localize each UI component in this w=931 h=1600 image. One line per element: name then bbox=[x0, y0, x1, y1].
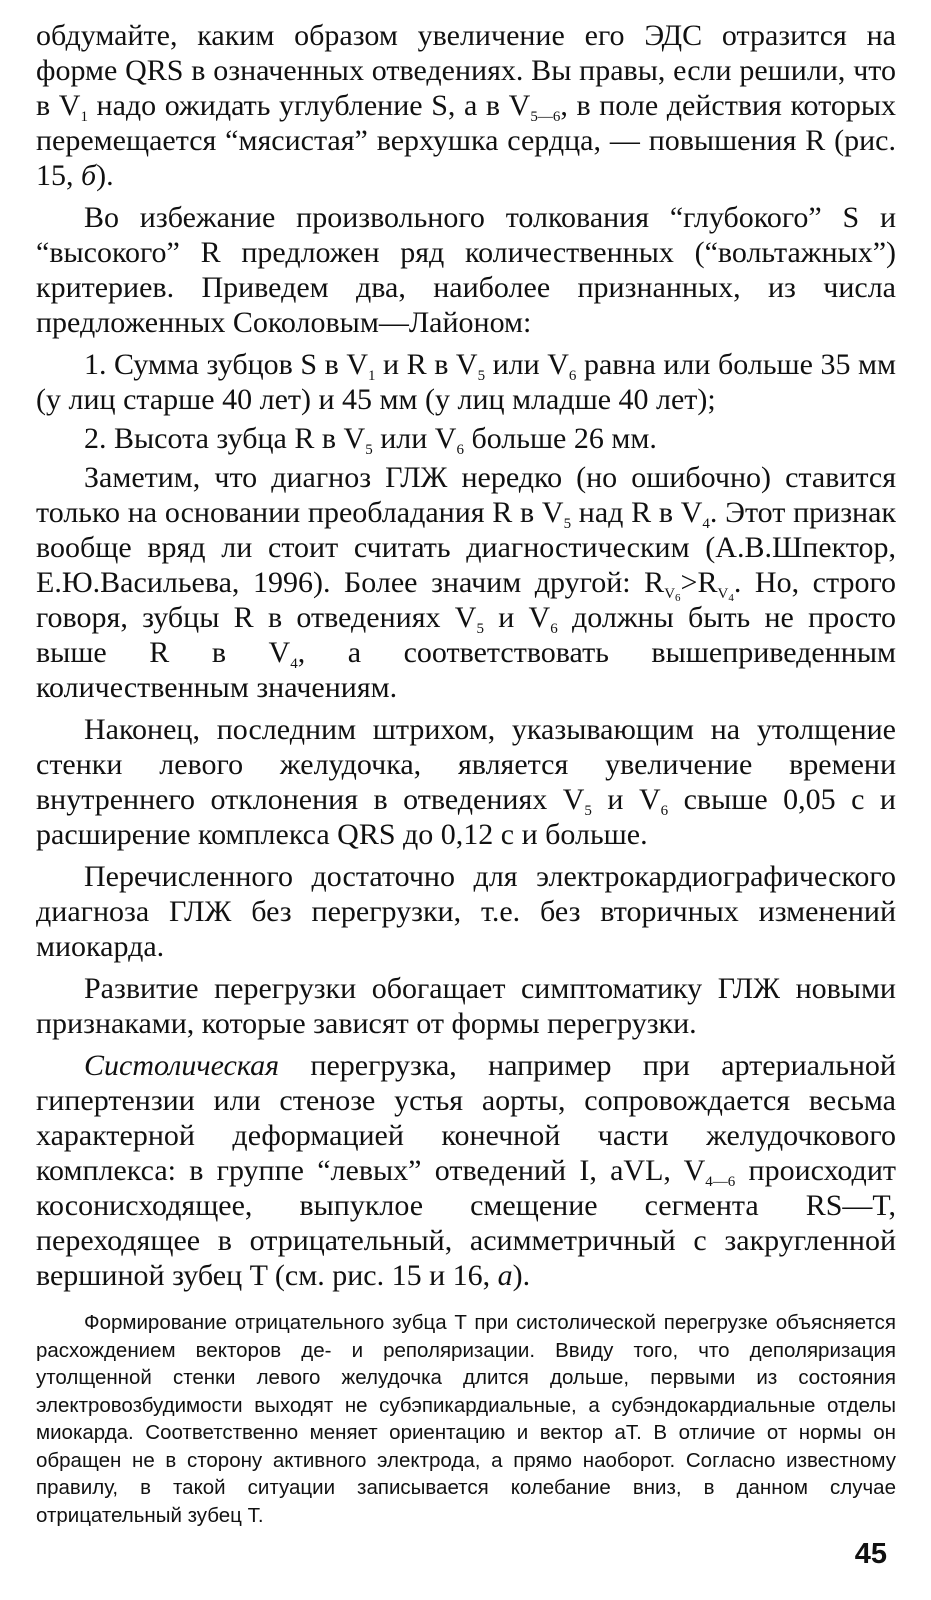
paragraph-1: обдумайте, каким образом увеличение его ЭДС отразится на форме QRS в означенных отведениях. Вы правы, если решили, что в $V_1$ надо ожидать углубление S, а в $V_{5—6}$, в поле действия которых перемещается “мясистая” верхушка сердца, — повышения R (рис. 15, б). bbox=[36, 19, 896, 192]
paragraph-5: Заметим, что диагноз ГЛЖ нередко (но ошибочно) ставится только на основании преобладания R в $V_5$ над R в $V_4$. Этот признак вообще вряд ли стоит считать диагностическим (А.В.Шпектор, Е.Ю.Васильева, 1996). Более значим другой: $R_{V_6}>R_{V_4}$. Но, строго говоря, зубцы R в отведениях $V_5$ и $V_6$ должны быть не просто выше R в $V_4$, а соответствовать вышеприведенным количественным значениям. bbox=[36, 461, 896, 704]
note-paragraph: Формирование отрицательного зубца T при систолической перегрузке объясняется расхождением векторов де- и реполяризации. Ввиду того, что деполяризация утолщенной стенки левого желудочка длится дольше, первыми из состояния электровозбудимости выходят не субэпикардиальные, а субэндокардиальные отделы миокарда. Соответственно меняет ориентацию и вектор aT. В отличие от нормы он обращен не в сторону активного электрода, а прямо наоборот. Согласно известному правилу, в такой ситуации записывается колебание вниз, в данном случае отрицательный зубец T. bbox=[36, 1311, 896, 1527]
page-number: 45 bbox=[854, 1538, 887, 1570]
main-text bbox=[36, 18, 896, 1293]
paragraph-2: Во избежание произвольного толкования “глубокого” S и “высокого” R предложен ряд количественных (“вольтажных”) критериев. Приведем два, наиболее признанных, из числа предложенных Соколовым—Лайоном: bbox=[36, 201, 896, 339]
paragraph-8: Развитие перегрузки обогащает симптоматику ГЛЖ новыми признаками, которые зависят от формы перегрузки. bbox=[36, 972, 896, 1040]
page bbox=[36, 18, 896, 1529]
paragraph-7: Перечисленного достаточно для электрокардиографического диагноза ГЛЖ без перегрузки, т.е. без вторичных изменений миокарда. bbox=[36, 860, 896, 963]
paragraph-6: Наконец, последним штрихом, указывающим на утолщение стенки левого желудочка, является увеличение времени внутреннего отклонения в отведениях $V_5$ и $V_6$ свыше 0,05 с и расширение комплекса QRS до 0,12 с и больше. bbox=[36, 713, 896, 851]
criterion-2: 2. Высота зубца R в $V_5$ или $V_6$ больше 26 мм. bbox=[84, 422, 657, 458]
paragraph-9: Систолическая перегрузка, например при артериальной гипертензии или стенозе устья аорты, сопровождается весьма характерной деформацией конечной части желудочкового комплекса: в группе “левых” отведений I, aVL, $V_{4—6}$ происходит косонисходящее, выпуклое смещение сегмента RS—T, переходящее в отрицательный, асимметричный с закругленной вершиной зубец T (см. рис. 15 и 16, а). bbox=[36, 1049, 896, 1292]
criterion-1: 1. Сумма зубцов S в $V_1$ и R в $V_5$ или $V_6$ равна или больше 35 мм (у лиц старше 40 лет) и 45 мм (у лиц младше 40 лет); bbox=[36, 348, 896, 416]
small-print-note bbox=[36, 1309, 896, 1529]
